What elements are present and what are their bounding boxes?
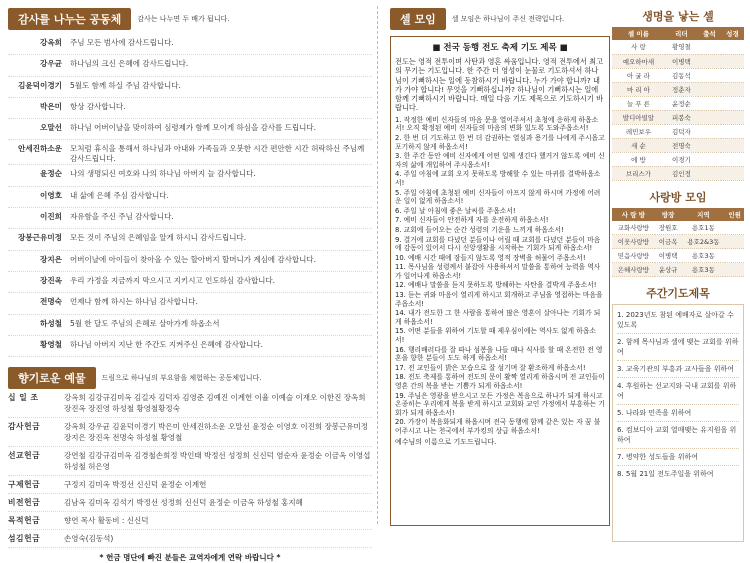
table-cell <box>698 124 721 138</box>
table-row <box>612 40 744 54</box>
offering-label: 십 일 조 <box>8 393 39 403</box>
table-cell: 용호3동 <box>682 263 726 277</box>
prayer-item: 19. 주님은 영광을 받으시고 모든 가정은 복음으로 하나가 되게 하시고 온종히는 우리에게 복을 받게 하시고 교회와 교인 가정에서 부흥하는 기회가 되게 하옵소서! <box>395 391 605 417</box>
prayer-item: 17. 전 교인들이 밝은 모습으로 잘 섬기며 잘 환조하게 하옵소서! <box>395 363 586 372</box>
offering-names: 구정지 김미옥 박정선 신신덕 윤정순 이계헌 <box>64 480 207 490</box>
thanks-row <box>8 272 372 293</box>
prayer-item: 13. 듣는 귀와 마음이 열리게 하시고 회개하고 주님을 영접하는 마음을 주옵소서! <box>395 291 603 308</box>
thanks-name: 하성철 <box>39 318 62 328</box>
table-cell <box>721 54 744 68</box>
thanks-row <box>8 140 372 165</box>
offering-names: 김남옥 김미옥 김석기 박정선 성정희 신신덕 윤정순 이금옥 하성철 홍지혜 <box>64 498 303 508</box>
prayer-item: 2. 한 번 더 기도하고 한 번 더 감권하는 열심과 용기를 나에게 주시옵고 포기하지 않게 하옵소서! <box>395 133 605 151</box>
love-rooms-section <box>612 189 744 278</box>
thanks-text: 하나님 아버지 지난 한 주간도 지켜주신 은혜에 감사합니다. <box>70 339 263 349</box>
thanks-header <box>8 8 372 30</box>
thanks-name: 이영호 <box>39 190 62 200</box>
thanks-name: 김윤덕이경기 <box>17 80 62 90</box>
offering-names: 강연철 김강규김미옥 김경철손희정 박인태 박정선 성정희 신신덕 염순자 윤정순 이금옥 이영섭 하성철 허은영 <box>64 451 371 472</box>
prayer-item: 15. 어떤 분들을 위하여 기도할 때 제우심이에는 역사도 없게 하옵소서! <box>395 327 596 345</box>
table-cell <box>721 68 744 82</box>
table-cell: 브리스가 <box>612 166 665 180</box>
table-cell <box>725 235 744 249</box>
prayer-item: 4. 주일 아침에 교회 오지 못하도록 방해할 수 있는 마귀를 결박하옵소서! <box>395 170 601 187</box>
thanks-row <box>8 251 372 272</box>
table-cell: 발디아빌알 <box>612 110 665 124</box>
table-row <box>612 96 744 110</box>
left-column <box>8 8 372 563</box>
table-cell <box>721 82 744 96</box>
prayer-list <box>395 116 605 436</box>
table-cell: 믿음사랑방 <box>612 249 655 263</box>
table-cell: 황영철 <box>665 40 698 54</box>
thanks-text: 모처럼 휴식을 통해서 하나님과 아내와 가족들과 오붓한 시간 편안한 시간 허락하신 주님께 감사드립니다. <box>70 144 365 164</box>
table-header-cell: 지역 <box>682 208 726 221</box>
prayer-item: 12. 예배나 말씀을 듣지 못하도록 방해하는 사탄을 결박게 주옵소서! <box>395 281 597 290</box>
table-cell <box>721 40 744 54</box>
thanks-row <box>8 34 372 55</box>
love-rooms-header-row <box>612 208 744 221</box>
right-column <box>612 8 744 542</box>
table-cell <box>725 249 744 263</box>
prayer-box <box>390 36 610 526</box>
thanks-text: 하나님의 크신 은혜에 감사드립니다. <box>70 59 189 69</box>
prayer-item: 10. 예배 시간 때에 잠들지 않도록 영적 장벽을 허물어 주옵소서! <box>395 253 586 262</box>
weekly-topic-item: 4. 후원하는 선교지와 국내 교회를 위하여 <box>617 378 739 405</box>
table-cell: 에 방 <box>612 152 665 166</box>
thanks-row <box>8 119 372 140</box>
table-cell: 윤상규 <box>655 263 682 277</box>
prayer-item: 16. 행리배러다를 잘 따나 섬봉을 나들 때나 식사를 할 때 온전한 전 영혼을 향한 분들이 도도 하게 하옵소서! <box>395 345 603 363</box>
thanks-name: 전명숙 <box>39 297 62 307</box>
prayer-box-title: ■ 전국 동행 전도 축제 기도 제목 ■ <box>432 43 568 53</box>
cell-title: 셀 모임 <box>390 8 446 30</box>
life-cells-title: 생명을 낳는 셀 <box>642 10 714 23</box>
table-cell: 사 랑 <box>612 40 665 54</box>
table-cell: 이웃사랑방 <box>612 235 655 249</box>
prayer-item: 11. 목사님을 성령께서 붙잡아 사용하셔서 말씀을 통하여 능력을 역사가 일어나게 하옵소서! <box>395 263 601 280</box>
prayer-item: 9. 결거에 교회를 다녔던 분들이나 어릴 때 교회를 다녔던 분들이 마음에 감동이 있어서 다시 신앙생활을 시작하는 기회가 되게 하옵소서! <box>395 235 601 253</box>
table-cell <box>721 138 744 152</box>
offering-row <box>8 512 372 530</box>
table-header-cell: 리더 <box>665 27 698 40</box>
prayer-item: 8. 교회에 들어오는 순간 성령의 기운을 느끼게 하옵소서! <box>395 225 564 234</box>
table-cell: 레민보우 <box>612 124 665 138</box>
table-cell: 마 리 아 <box>612 82 665 96</box>
table-cell <box>721 96 744 110</box>
thanks-name: 강옥희 <box>39 38 62 47</box>
offering-names: 손영숙(김동석) <box>64 534 114 544</box>
table-row <box>612 235 744 249</box>
thanks-row <box>8 229 372 250</box>
weekly-topic-item: 5. 나라와 민족을 위하여 <box>617 405 739 422</box>
thanks-note: 감사는 나누면 두 배가 됩니다. <box>137 15 230 23</box>
table-cell <box>725 263 744 277</box>
table-row <box>612 68 744 82</box>
table-row <box>612 82 744 96</box>
thanks-row <box>8 77 372 98</box>
thanks-text: 나의 생명되신 여호와 나의 하나님 아버지 늘 감사합니다. <box>70 169 256 179</box>
thanks-row <box>8 293 372 314</box>
table-cell: 이금옥 <box>655 235 682 249</box>
table-cell: 이병택 <box>665 54 698 68</box>
cell-note: 셀 모임은 하나님이 주신 전략입니다. <box>451 15 565 23</box>
weekly-topic-item: 3. 교육기관의 부흥과 교사들을 위하여 <box>617 361 739 378</box>
thanks-text: 모든 것이 주님의 은혜임을 알게 하시니 감사드립니다. <box>70 233 247 243</box>
prayer-item: 14. 내가 전도한 그 한 사람을 통하여 많은 영혼이 살아나는 기회가 되게 하옵소서! <box>395 309 601 326</box>
table-cell <box>698 110 721 124</box>
table-cell <box>698 82 721 96</box>
thanks-row <box>8 165 372 186</box>
table-row <box>612 249 744 263</box>
table-cell: 예오하마새 <box>612 54 665 68</box>
table-cell: 윤정순 <box>665 96 698 110</box>
offering-names: 강옥희 김강규김미옥 김길자 김덕자 김영준 김예진 이계헌 이율 이예슬 이재오 이한진 장옥희 장진옥 장진영 하성철 황영철황정숙 <box>64 393 366 414</box>
column-divider <box>377 6 378 524</box>
prayer-item: 7. 예비 신자들이 안전하게 자를 운전하게 하옵소서! <box>395 216 549 225</box>
offering-note: 드림으로 하나님의 부요함을 체험하는 공동체입니다. <box>101 374 262 383</box>
table-row <box>612 152 744 166</box>
weekly-topics-section <box>612 285 744 542</box>
thanks-name: 오말선 <box>39 123 62 133</box>
offering-row <box>8 530 372 548</box>
table-header-cell: 인원 <box>725 208 744 221</box>
offering-footnote: * 헌금 명단에 빠진 분들은 교역자에게 연락 바랍니다 * <box>99 553 281 563</box>
table-row <box>612 124 744 138</box>
thanks-name: 장지은 <box>39 254 62 264</box>
table-cell: 전명숙 <box>665 138 698 152</box>
thanks-text: 항상 감사합니다. <box>70 101 126 111</box>
table-row <box>612 110 744 124</box>
offering-label: 비전헌금 <box>8 498 41 508</box>
thanks-row <box>8 208 372 229</box>
table-cell <box>698 68 721 82</box>
table-row <box>612 221 744 235</box>
thanks-name: 이진희 <box>39 212 62 222</box>
thanks-list <box>8 34 372 357</box>
offering-names: 향연 목사 활동비 : 신신덕 <box>64 516 149 526</box>
table-cell: 정춘자 <box>665 82 698 96</box>
thanks-text: 주님 모든 범사에 감사드립니다. <box>70 38 174 47</box>
table-header-cell: 출석 <box>698 27 721 40</box>
prayer-item: 20. 가장이 복음화되게 하옵시며 전국 동행에 함께 같은 있는 자 꿈 불어주시고 나는 천국에서 부가킹의 상급 하옵소서! <box>395 418 601 435</box>
weekly-topic-item: 8. 5월 21일 전도주일을 위하여 <box>617 470 714 478</box>
thanks-text: 언제나 함께 하시는 하나님 감사합니다. <box>70 297 198 307</box>
offering-row <box>8 447 372 476</box>
weekly-topic-item: 7. 병약한 성도들을 위하여 <box>617 449 739 466</box>
offering-header <box>8 367 372 389</box>
offering-row <box>8 418 372 447</box>
table-cell <box>725 221 744 235</box>
offering-row <box>8 494 372 512</box>
table-header-cell: 방장 <box>655 208 682 221</box>
cell-header <box>390 8 610 30</box>
thanks-text: 5월 한 달도 주님의 은혜로 살아가게 하옵소서 <box>70 318 220 328</box>
offering-title: 향기로운 예물 <box>8 367 96 389</box>
table-cell: 교화사랑방 <box>612 221 655 235</box>
love-rooms-body <box>612 221 744 277</box>
prayer-item: 18. 전도 축제를 통하여 전도의 문이 활짝 열리게 하옵시며 전 교인들이 영혼 간의 복을 받는 기쁨가 되게 하옵소서! <box>395 373 605 390</box>
weekly-topics-title: 주간기도제목 <box>646 287 710 300</box>
love-rooms-title: 사랑방 모임 <box>649 190 707 204</box>
thanks-text: 5월도 함께 하실 주님 감사합니다. <box>70 80 181 90</box>
table-cell: 김동석 <box>665 68 698 82</box>
table-cell <box>698 54 721 68</box>
thanks-name: 장봉근유미정 <box>17 233 62 243</box>
prayer-item: 6. 주일 날 아침에 좋은 날씨를 주옵소서! <box>395 206 516 215</box>
offering-label: 감사헌금 <box>8 422 41 432</box>
love-rooms-table <box>612 208 744 278</box>
table-cell: 이경기 <box>665 152 698 166</box>
table-cell: 용호3동 <box>682 249 726 263</box>
thanks-name: 안세진하소운 <box>17 144 62 154</box>
thanks-row <box>8 187 372 208</box>
table-cell: 이병택 <box>655 249 682 263</box>
table-row <box>612 54 744 68</box>
table-cell: 김덕자 <box>665 124 698 138</box>
weekly-topic-item: 1. 2023년도 참된 예배자로 살아갈 수 있도록 <box>617 307 739 334</box>
prayer-intro: 전도는 영적 전투이며 사탄과 영혼 싸움입니다. 영적 전투에서 최고의 무기는 기도입니다. 한 주간 더 영성이 눈물로 기도하셔서 하나님이 기뻐하시는 일에 동참하시기 바랍니다. 누가 가야 합니까? 내가 가야 합니다! 무엇을 기뻐하십니까? 하나님이 기뻐하시는 일에 함께 기뻐하시기 바랍니다. 매일 다음 기도 제목으로 기도하시기 바랍니다. <box>395 57 604 113</box>
offering-row <box>8 389 372 418</box>
thanks-text: 내 삶에 은혜 주심 감사합니다. <box>70 190 169 200</box>
thanks-row <box>8 315 372 336</box>
table-cell: 늘 푸 른 <box>612 96 665 110</box>
weekly-topic-item: 6. 컴보디아 교회 열매맺는 유지원을 위하여 <box>617 422 739 449</box>
table-cell <box>698 138 721 152</box>
table-cell: 용호1동 <box>682 221 726 235</box>
prayer-closing: 예수님의 이름으로 기도드립니다. <box>395 437 497 446</box>
table-cell: 용호2&3동 <box>682 235 726 249</box>
offering-label: 선교헌금 <box>8 451 41 461</box>
thanks-text: 어버이날에 아이들이 찾아올 수 있는 할아버지 할머니가 계심에 감사합니다. <box>70 254 317 264</box>
table-cell: 김인정 <box>665 166 698 180</box>
table-cell <box>698 96 721 110</box>
table-cell: 새 순 <box>612 138 665 152</box>
table-cell: 장원호 <box>655 221 682 235</box>
offering-label: 목적헌금 <box>8 516 41 526</box>
weekly-topic-item: 2. 함께 목사님과 셀에 맺는 교회를 위하여 <box>617 334 739 361</box>
life-cells-table <box>612 27 744 181</box>
thanks-text: 자유함을 주신 주님 감사합니다. <box>70 212 174 222</box>
offering-section <box>8 367 372 563</box>
table-cell: 은혜사랑방 <box>612 263 655 277</box>
offering-row <box>8 476 372 494</box>
table-cell <box>721 166 744 180</box>
thanks-row <box>8 336 372 357</box>
thanks-text: 우리 가정을 지금까지 막으시고 지키시고 인도하심 감사합니다. <box>70 275 276 285</box>
table-cell <box>698 152 721 166</box>
offering-label: 구제헌금 <box>8 480 41 490</box>
thanks-name: 장진옥 <box>39 275 62 285</box>
table-cell <box>721 152 744 166</box>
table-cell <box>721 124 744 138</box>
table-row <box>612 166 744 180</box>
life-cells-body <box>612 40 744 180</box>
offering-label: 섬김헌금 <box>8 534 41 544</box>
prayer-item: 1. 작정한 예비 신자들의 마음 문을 열어주셔서 초청에 응하게 하옵소서! 오직 확정된 예비 신자들의 마음의 변화 있도록 도와주옵소서! <box>395 115 599 133</box>
table-header-cell: 셀 이름 <box>612 27 665 40</box>
table-cell: 아 굴 라 <box>612 68 665 82</box>
table-cell: 피봉숙 <box>665 110 698 124</box>
middle-column <box>390 8 610 526</box>
table-header-cell: 사 랑 방 <box>612 208 655 221</box>
life-cells-header-row <box>612 27 744 40</box>
table-cell <box>698 40 721 54</box>
weekly-topics-list <box>612 304 744 542</box>
table-header-cell: 성경 <box>721 27 744 40</box>
thanks-text: 하나님 어버이날을 맞이하여 심령제가 함께 모이게 하심을 감사를 드립니다. <box>70 123 317 133</box>
offering-names: 강옥희 강우균 김윤덕이경기 박은미 안세진하소운 오말선 윤정순 이영호 이진희 장봉근유미정 장지은 장진옥 전명숙 하성철 황영철 <box>64 422 369 443</box>
thanks-row <box>8 55 372 76</box>
prayer-item: 3. 한 주간 동안 예비 신자에게 어떤 일께 생긴다 했거거 않도록 예비 신자의 삶에 개입하여 주시옵소서! <box>395 152 605 169</box>
table-cell <box>698 166 721 180</box>
thanks-name: 황영철 <box>39 339 62 349</box>
prayer-item: 5. 주일 아침에 초청된 예비 신자들이 아프지 않게 하시며 가정에 어려운 일이 없게 하옵소서! <box>395 188 601 206</box>
thanks-name: 강우균 <box>39 59 62 69</box>
table-cell <box>721 110 744 124</box>
table-row <box>612 138 744 152</box>
table-row <box>612 263 744 277</box>
offering-list <box>8 389 372 548</box>
thanks-title: 감사를 나누는 공동체 <box>8 8 131 30</box>
thanks-name: 박은미 <box>39 101 62 111</box>
thanks-name: 윤정순 <box>39 169 62 179</box>
thanks-row <box>8 98 372 119</box>
